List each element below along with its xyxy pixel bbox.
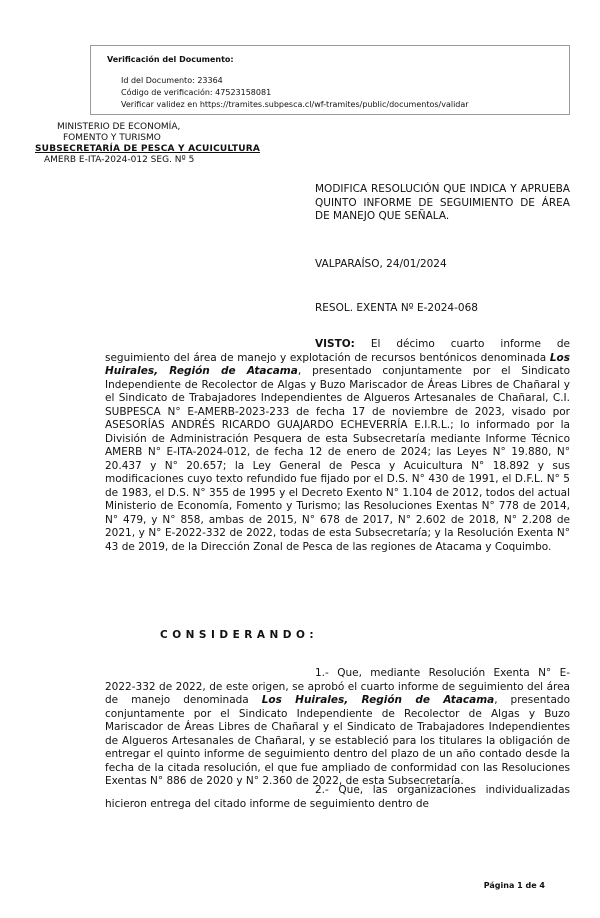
subsecretaria-name: SUBSECRETARÍA DE PESCA Y ACUICULTURA xyxy=(35,144,261,154)
visto-label: VISTO: xyxy=(315,338,355,350)
p1-text-a: 1.- Que, mediante Resolución Exenta N° E-2022-332 de 2022, de este origen, se aprobó el cuarto informe de seguimiento del área de manejo denominada xyxy=(105,667,570,706)
ministry-header xyxy=(35,122,260,166)
visto-paragraph xyxy=(105,338,570,554)
validation-link[interactable]: • Verificar validez en https://tramites.subpesca.cl/wf-tramites/public/documentos/validar xyxy=(121,99,559,111)
verification-box xyxy=(90,45,570,115)
p1-text-b: , presentado conjuntamente por el Sindicato Independiente de Recolector de Algas y Buzo Mariscador de Áreas Libres de Chañaral y el Sindicato de Trabajadores Independientes de Algueros Artesanales de Chañaral, y se estableció para los titulares la obligación de entregar el quinto informe de seguimiento dentro del plazo de un año contado desde la fecha de la citada resolución, el que fue ampliado de conformidad con las Resoluciones Exentas N° 886 de 2020 y N° 2.360 de 2022, de esta Subsecretaría. xyxy=(105,694,570,787)
considerando-paragraph-2: 2.- Que, las organizaciones individualizadas hicieron entrega del citado informe de seguimiento dentro de xyxy=(105,784,570,810)
visto-text-b: , presentado conjuntamente por el Sindicato Independiente de Recolector de Algas y Buzo Mariscador de Áreas Libres de Chañaral y el Sindicato de Trabajadores Independientes de Algueros Artesanales de Chañaral, C.I. SUBPESCA N° E-AMERB-2023-233 de fecha 17 de noviembre de 2023, visado por ASESORÍAS ANDRÉS RICARDO GUAJARDO ECHEVERRÍA E.I.R.L.; lo informado por la División de Administración Pesquera de esta Subsecretaría mediante Informe Técnico AMERB N° E-ITA-2024-012, de fecha 12 de enero de 2024; las Leyes N° 19.880, N° 20.437 y N° 20.657; la Ley General de Pesca y Acuicultura N° 18.892 y sus modificaciones cuyo texto refundido fue fijado por el D.S. N° 430 de 1991, el D.F.L. N° 5 de 1983, el D.S. N° 355 de 1995 y el Decreto Exento N° 1.104 de 2012, todos del actual Ministerio de Economía, Fomento y Turismo; las Resoluciones Exentas N° 778 de 2014, N° 479, y N° 858, ambas de 2015, N° 678 de 2017, N° 2.602 de 2018, N° 2.208 de 2021, y N° E-2022-332 de 2022, todas de esta Subsecretaría; y la Resolución Exenta N° 43 de 2019, de la Dirección Zonal de Pesca de las regiones de Atacama y Coquimbo. xyxy=(105,365,570,553)
visto-place: Los Huirales, Región de Atacama xyxy=(105,351,570,377)
considerando-heading: CONSIDERANDO: xyxy=(160,629,319,641)
resolution-subject: MODIFICA RESOLUCIÓN QUE INDICA Y APRUEBA QUINTO INFORME DE SEGUIMIENTO DE ÁREA DE MANEJO QUE SEÑALA. xyxy=(315,183,570,222)
considerando-paragraph-1 xyxy=(105,667,570,789)
visto-text-a: El décimo cuarto informe de seguimiento del área de manejo y explotación de recursos bentónicos denominada xyxy=(105,338,570,364)
verification-title: Verificación del Documento: xyxy=(107,55,234,64)
verification-list xyxy=(107,75,559,111)
document-reference: AMERB E-ITA-2024-012 SEG. Nº 5 xyxy=(44,155,195,165)
p1-place: Los Huirales, Región de Atacama xyxy=(261,694,495,706)
ministry-name: MINISTERIO DE ECONOMÍA, xyxy=(57,122,181,132)
resolution-date: VALPARAÍSO, 24/01/2024 xyxy=(315,258,447,270)
verification-code: • Código de verificación: 47523158081 xyxy=(121,87,559,99)
resolution-number: RESOL. EXENTA Nº E-2024-068 xyxy=(315,302,478,314)
ministry-name-2: FOMENTO Y TURISMO xyxy=(63,133,161,143)
page-number: Página 1 de 4 xyxy=(483,881,545,890)
document-id: • Id del Documento: 23364 xyxy=(121,75,559,87)
